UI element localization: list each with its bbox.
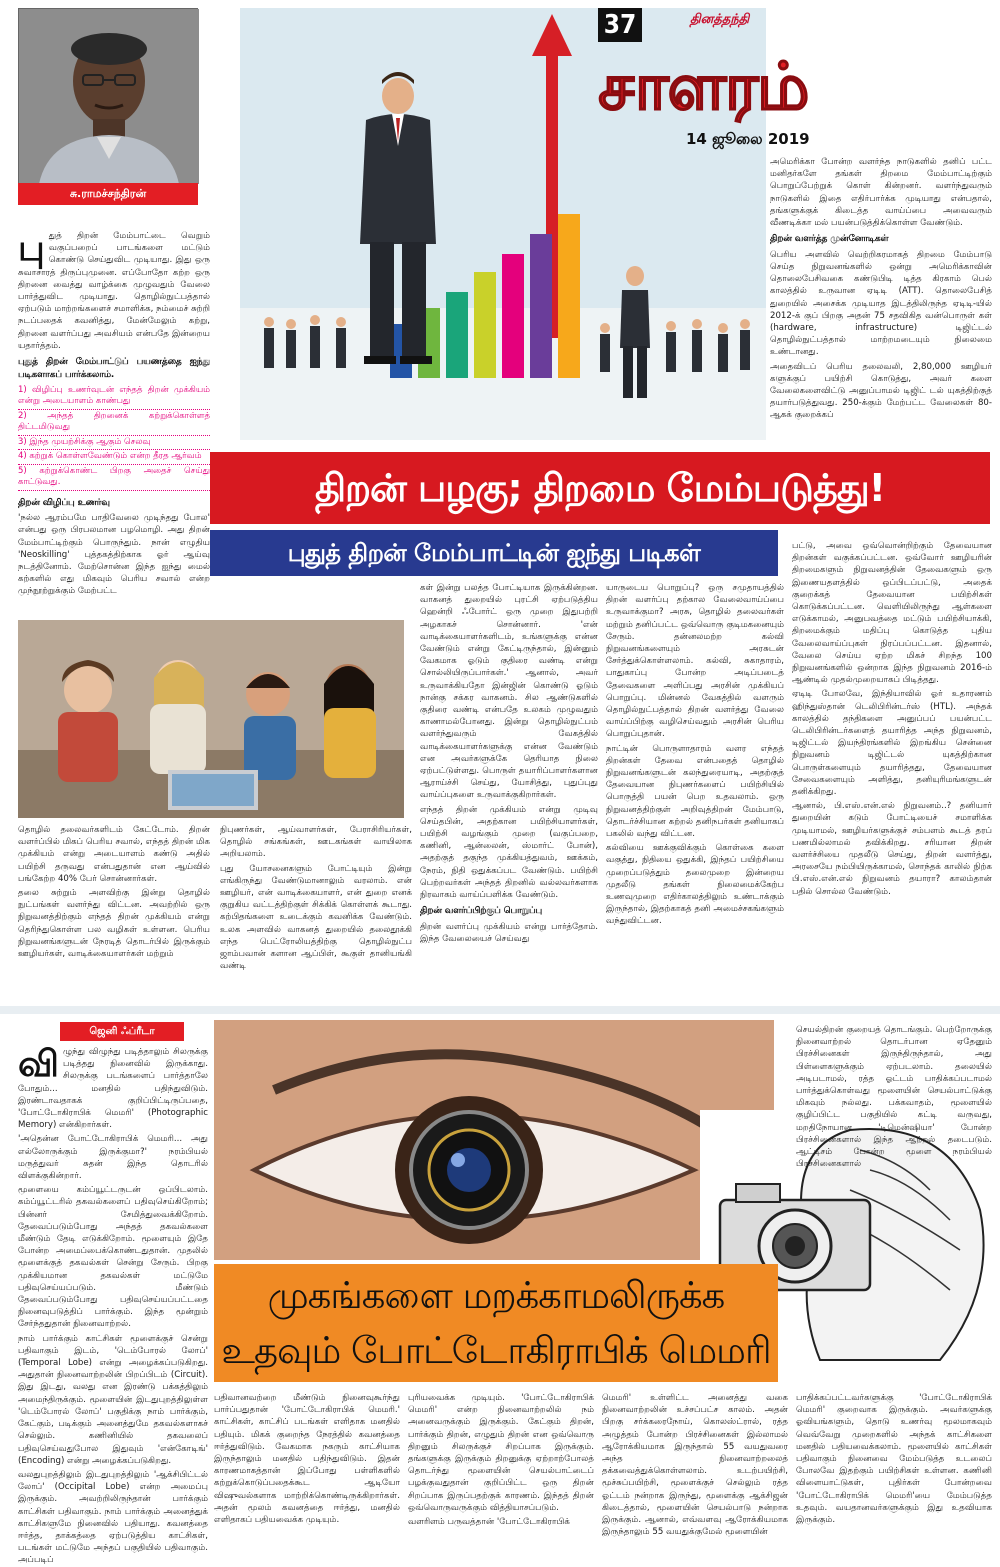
paragraph: பட்டு, அவை ஒவ்வொன்றிற்கும் தேவையான திறன்கள் வகுக்கப்பட்டன. ஒவ்வோர் ஊழியரின் திறமைகளும் நிறுவனத்தின் தேவைகளும் ஒரு இணையதளத்தில் ஒப்பிடப்பட்டு, அதைக் குறைக்கத் தேவையான பயிற்சிகள் கொடுக்கப்பட்டன. வெளியிலிருந்து ஆள்களை எடுக்காமல், அனுபவத்தை மட்டும் பயிற்சியாக்கி, திறமைக்கும் மதிப்பு கொடுத்த புதிய வேலைவாய்ப்புகள் நிரப்பப்பட்டன. இதனால், வேலை செய்ய ஏற்ற மிகச் சிறந்த 100 நிறுவனங்களில் ஒன்றாக இந்த நிறுவனம் 2016-ம் ஆண்டில் முதல்முறையாகப் பிடித்தது. — [792, 541, 992, 686]
paragraph: வளரிளம் பருவத்தான் 'போட்டோகிராபிக் — [408, 1517, 570, 1528]
paragraph: பதிவானவற்றை மீண்டும் நினைவுகூர்ந்து பார்ப்பதுதான் 'போட்டோகிராபிக் மெமரி.' காட்சிகள், காட்சிப் படங்கள் எளிதாக மனதில் பதியும். மிகக் குறைந்த நேரத்தில் கவனத்தை ஈர்த்துவிடும். வேகமாக நகரும் காட்சியாக இருந்தாலும் மனதில் பதிந்துவிடும். இதன் காரணமாகத்தான் இப்போது பள்ளிகளில் கற்றுக்கொடுப்பதைக்கூட ஆடியோ விஷுவல்களாக மாற்றிக்கொண்டிருக்கிறார்கள். அதன் மூலம் கவனத்தை ஈர்த்து, மனதில் எளிதாகப் பதியவைக்க முடியும். — [214, 1393, 400, 1526]
paragraph: நாட்டின் பொருளாதாரம் வளர எந்தத் திறன்கள் தேவை என்பதைத் தொழில் நிறுவனங்களுடன் கலந்துரையாடி, அதற்குத் தேவையான நிபுணர்களைப் பயிற்சியில் பொருத்தி பயன் பெற உதவலாம். ஒரு நிறுவனத்திற்குள் அறிவுத்திறன் மேம்பாடு, தொடர்ச்சியான கற்றல் தனிநபர்கள் தனியாகப் பகலில் வந்து விட்டன. — [606, 743, 784, 840]
article-column-left-bottom — [18, 824, 210, 994]
author-name-badge: சு.ராமச்சந்திரன் — [18, 183, 198, 205]
paragraph: அதைவிடப் பெரிய தலைவலி, 2,80,000 ஊழியர் களுக்குப் பயிற்சி கொடுத்து, அவர் களை வேலைகளைவிட்டு அனுப்பாமல் டிஜிட் டல் யுகத்திற்குத் தயார்படுத்துவது. 250-க்கும் மேற்பட்ட வேலைகள் 80-ஆகக் குறைக்கப் — [770, 361, 992, 421]
paragraph: எந்தத் திறன் முக்கியம் என்று முடிவு செய்தபின், அதற்கான பயிற்சியாளர்கள், பயிற்சி வழங்கும் முறை (வகுப்பறை, கணினி, ஆன்லைன், ஸ்மார்ட் போன்), அதற்குத் தகுந்த முக்கியத்துவம், ஊக்கம், நேரம், நிதி ஒதுக்கப்பட வேண்டும். பயிற்சி பெற்றவர்கள் அந்தத் திறனில் வல்லவர்களாக நிரவாகம் வாய்ப்பளிக்க வேண்டும். — [420, 804, 598, 901]
main-headline: திறன் பழகு; திறமை மேம்படுத்து! — [210, 452, 990, 524]
students-laptop-illustration — [18, 620, 404, 818]
article2-column-4 — [796, 1392, 992, 1538]
paragraph: செயல்திறன் குறையத் தொடங்கும். பெற்றோருக்கு நினைவாற்றல் தொடர்பான ஏதேனும் பிரச்சினைகள் இருந்திருந்தால், அது பிள்ளைகளுக்கும் ஏற்படலாம். தலையில் அடிபடாமல், ரத்த ஓட்டம் பாதிக்கப்படாமல் பார்த்துக்கொள்வது மூளையின் செயல்பாட்டுக்கு மிகவும் நல்லது. பக்கவாதம், மூளையில் குழிப்பிட்ட பகுதியில் கட்டி வருவது, மறதிநோயான 'டிமென்ஷியா' போன்ற பிரச்சினைகளால் இந்த ஆற்றல் தடைபடும். ஆட்டிசம் போன்ற மூளை நரம்பியல் பிரச்சினைகளால் — [796, 1025, 992, 1170]
article-column-b — [606, 582, 784, 994]
paragraph: திறன் வளர்ப்பு முக்கியம் என்று பார்த்தோம். இந்த வேலையைச் செய்வது — [420, 921, 598, 944]
author-photo — [18, 8, 198, 183]
students-photo — [18, 620, 404, 818]
steps-list — [18, 384, 210, 491]
paragraph: மெமரி' உள்ளிட்ட அனைத்து வகை நினைவாற்றலின் உச்சப்பட்ச காலம். அதன் பிறகு சர்க்கரைநோய், கொலஸ்ட்ரால், ரத்த அழுத்தம் போன்ற பிரச்சினைகள் இல்லாமல் ஆரோக்கியமாக இருந்தால் 55 வயதுவரை அந்த நினைவாற்றலைத் தக்கவைத்துக்கொள்ளலாம். உடற்பயிற்சி, மூச்சுப்பயிற்சி, மூளைக்குச் செல்லும் ரத்த ஓட்டம் நன்றாக இருந்து, மூளைக்கு ஆக்சிஜன் கிடைத்தால், மூளையின் செயல்பாடு நன்றாக இருக்கும். ஆனால், எவ்வளவு ஆரோக்கியமாக இருந்தாலும் 55 வயதுக்குமேல் மூளையின் — [602, 1393, 788, 1538]
paragraph: பாதிக்கப்பட்டவர்களுக்கு 'போட்டோகிராபிக் மெமரி' குறைவாக இருக்கும். அவர்களுக்கு ஓவியங்களும், தொடு உணர்வு மூலமாகவும் வெவ்வேறு முறைகளில் அந்தக் காட்சிகளை மனதில் பதியவைக்கலாம். மூளையில் காட்சிகள் பதிவாகும் நினைவை மேம்படுத்த உடலைப் போலவே இதற்கும் பயிற்சிகள் உள்ளன. கணினி விளையாட்டுகள், புதிர்கள் போன்றவை 'போட்டோகிராபிக் மெமரி'யை மேம்படுத்த உதவும். வயதானவர்களுக்கும் இது உதவியாக இருக்கும். — [796, 1393, 992, 1526]
paragraph: தொழில் தலைவர்களிடம் கேட்டோம். திறன் வளர்ப்பில் மிகப் பெரிய சவால், எந்தத் திறன் மிக முக்கியம் என்று அடையாளம் கண்டு அதில் பயிற்சி தருவது என்பதுதான் என ஆய்வில் பங்கேற்ற 40% பேர் சொன்னார்கள். — [18, 825, 210, 884]
paragraph: புரியவைக்க முடியும். 'போட்டோகிராபிக் மெமரி' என்ற நினைவாற்றலில் நம் அனைவருக்கும் இருக்கும். கேட்கும் திறன், பார்க்கும் திறன், எழுதும் திறன் என ஒவ்வொரு திறனும் சிலருக்குச் சிறப்பாக இருக்கும். தங்களுக்கு இருக்கும் திறனுக்கு ஏற்றாற்போலத் தொடர்ந்து மூளையின் செயல்பாட்டைப் பழக்குவதுதான் குறிப்பிட்ட ஒரு திறன் சிறப்பாக இருப்பதற்குக் காரணம். இந்தத் திறன் ஒவ்வொருவருக்கும் வித்தியாசப்படும். — [408, 1393, 594, 1513]
paragraph: ஆனால், பி.எஸ்.என்.எல் நிறுவனம்..? தனியார் துறையின் கடும் போட்டியைச் சமாளிக்க முடியாமல், ஊழியர்களுக்குச் சம்பளம் கூடத் தரப் பணமில்லாமல் தவிக்கிறது. சரியான திறன் வளர்ச்சியை முதலீடு செய்து, திறன் வளர்த்து, அரசையே நம்பியிருக்காமல், சொந்தக் காலில் நிற்க பி.எஸ்.என்.எல் நிறுவனம் தயாரா? காலம்தான் பதில் சொல்ல வேண்டும். — [792, 801, 992, 897]
article-divider — [0, 1006, 1000, 1014]
article-column-c — [792, 540, 992, 994]
paragraph: 'அதென்ன போட்டோகிராபிக் மெமரி... அது எல்லோருக்கும் இருக்குமா?' நரம்பியல் மருத்துவர் சுதன் இந்த தொடரில் விளக்குகின்றார். — [18, 1134, 208, 1182]
paragraph: ஏடிடி போலவே, இந்தியாவில் ஓர் உதாரணம் ஹிந்துஸ்தான் டெலிபிரின்டர்ஸ் (HTL). அந்தக் காலத்தில் தந்திகளை அனுப்பப் பயன்பட்ட டெலிபிரின்டர்களைத் தயாரித்த அந்த நிறுவனம், டிஜிட்டல் இயந்திரங்களில் இறங்கிய சென்னை நிறுவனம் டிஜிட்டல் யுகத்திற்கான பொருள்களையும் தயாரித்தது, தேவையான சேவைகளையும் அளித்து, தனியுரிமங்களுடன் தனிக்கிறது. — [792, 689, 992, 798]
article2-column-right-top — [796, 1024, 992, 1170]
article2-column-2 — [408, 1392, 594, 1538]
paragraph: 'நல்ல ஆரம்பமே பாதிவேலை முடிந்தது போல' என்பது ஒரு பிரபலமான பழமொழி. அது திறன் மேம்பாட்டிற்கும் பொருந்தும். நான் எழுதிய 'Neoskilling' புத்தகத்திற்காக ஓர் ஆய்வு நடத்தினோம். மேற்சொன்ன இந்த ஐந்து மைல் கற்களில் எது மிகவும் பெரிய சவால் என்ற முந்நூற்றுக்கும் மேற்பட்ட — [18, 513, 210, 597]
page-number: 37 — [598, 8, 642, 42]
author-portrait-illustration — [19, 9, 199, 184]
article-column-right-top — [770, 156, 992, 450]
step-item: 4) கற்றுக் கொள்ளவேண்டும் என்ற தீரத ஆர்வம் — [18, 450, 210, 464]
paragraph: நிபுணர்கள், ஆய்வாளர்கள், பேராசிரியர்கள், தொழில் சங்கங்கள், ஊடகங்கள் வாயிலாக அறியலாம். — [220, 825, 412, 860]
eye-lens-photo — [214, 1020, 774, 1260]
step-item: 2) அந்தத் திறனைக் கற்றுக்கொள்ளத் திட்டமிடுவது — [18, 410, 210, 436]
drop-cap: வி — [18, 1044, 59, 1085]
paragraph: தலை சுற்றும் அளவிற்கு இன்று தொழில் நுட்பங்கள் வளர்ந்து விட்டன. அவற்றில் ஒரு நிறுவனத்திற்கும் எந்தத் திறன் முக்கியம் என்று தெரிந்துகொள்ள பல வழிகள் உள்ளன. பெரிய நிறுவனங்களுடன் நேரடித் தொடர்பில் இருக்கும் ஊழியர்கள், வாடிக்கையாளர்கள் மற்றும் — [18, 888, 210, 960]
section-heading: திறன் விழிப்பு உணர்வு — [18, 497, 110, 508]
sub-headline: புதுத் திறன் மேம்பாட்டின் ஐந்து படிகள் — [210, 530, 778, 576]
newspaper-brand: தினத்தந்தி — [690, 12, 750, 27]
section-title: சாளரம் — [598, 48, 808, 125]
step-item: 3) இந்த முயற்சிக்கு ஆகும் செலவு — [18, 436, 210, 450]
article2-column-3 — [602, 1392, 788, 1538]
section-heading: திறன் வளர்ப்பிற்குப் பொறுப்பு — [420, 906, 543, 917]
article2-headline: முகங்களை மறக்காமலிருக்க உதவும் போட்டோகிராபிக் மெமரி — [214, 1264, 778, 1382]
paragraph: யாருடைய பொறுப்பு? ஒரு சமுதாயத்தில் திறன் வளர்ப்பு தற்கால வேலைவாய்ப்பை உருவாக்குமா? அரசு, தொழில் தலைவர்கள் மற்றும் தனிப்பட்ட ஒவ்வொரு குடிமகனையும் சேரும். தன்னலமற்ற கல்வி நிறுவனங்களையும் அரசுடன் சேர்த்துக்கொள்ளலாம். கல்வி, சுகாதாரம், பாதுகாப்பு போன்ற அடிப்படைத் தேவைகளை அளிப்பது அரசின் முக்கியப் பொறுப்பு. மின்னல் வேகத்தில் வளரும் தொழில்நுட்பத்தால் திறன் வளர்த்து வேலை வாய்ப்பிற்கு வழிசெய்வதும் அரசின் பெரிய பொறுப்புதான். — [606, 583, 784, 740]
paragraph: வலதுபுறத்திலும் இடதுபுறத்திலும் 'ஆக்சிபிட்டல் லோப்' (Occipital Lobe) என்ற அமைப்பு இருக்கும். அவற்றிலிருந்தான் பார்க்கும் காட்சிகள் பதிவாகும். நாம் பார்க்கும் அனைத்துக் காட்சிகளுமே நினைவில் பதியாது. கவனத்தை ஈர்த்த, தாக்கத்தை ஏற்படுத்திய காட்சிகள், படங்கள் மட்டுமே அந்தப் பகுதியில் பதிவாகும். அப்படிப் — [18, 1469, 208, 1566]
camera-eye-illustration — [214, 1020, 774, 1260]
section-heading: திறன் வளர்த்த முன்னோடிகள் — [770, 234, 889, 245]
article2-column-left — [18, 1044, 208, 1566]
paragraph: கல்வியை ஊக்குவிக்கும் கொள்கை களை வகுத்து, நிதியை ஒதுக்கி, இந்தப் பயிற்சியை முறைப்படுத்தும் தலைமுறை இன்றைய முதலீடு தங்கள் நிலைமைக்கேற்ப உணவுமுறை எதிர்காலத்திலும் உண்டாக்கும் இருந்தால், இதற்காகத் தனி அமைச்சகங்களும் வந்துவிட்டன. — [606, 843, 784, 927]
section-heading: புதுத் திறன் மேம்பாட்டுப் பயணத்தை ஐந்து படிகளாகப் பார்க்கலாம். — [18, 357, 210, 380]
paragraph: நாம் பார்க்கும் காட்சிகள் மூளைக்குச் சென்று பதிவாகும் இடம், 'டெம்போரல் லோப்' (Temporal Lobe) என்று அழைக்கப்படுகிறது. அதுதான் நினைவாற்றலின் பிறப்பிடம் (Circuit). இது இடது, வலது என இரண்டு பக்கத்திலும் அமைந்திருக்கும். மூளையின் இடதுபுறத்திலுள்ள 'டெம்போரல் லோப்' பகுதிக்கு நாம் பார்க்கும், கேட்கும், படிக்கும் அனைத்துமே தகவல்களாகச் செல்லும். கணினியில் தகவலைப் பதிவுசெய்வதுபோல இதுவும் 'என்கோடிங்' (Encoding) என்று அழைக்கப்படுகிறது. — [18, 1333, 208, 1466]
paragraph: புது யோசனைகளும் போட்டியும் இன்று எங்கிருந்து வேண்டுமானாலும் வரலாம். என் ஊழியர், என் வாடிக்கையாளர், என் துறை எனக் குறுகிய வட்டத்திற்குள் சிக்கிக் கொள்ளக் கூடாது. கற்பிதங்களை உடைக்கும் கவனிக்க வேண்டும். உலக அளவில் வாகனத் துறையில் தலைதூக்கி எந்த பெட்ரோலியத்திற்கு தொழில்நுட்ப ஜாம்பவான் களான ஆப்பிள், கூகுள் தானியங்கி வண்டி — [220, 863, 412, 972]
article-column-mid-bottom — [220, 824, 412, 994]
paragraph: கள் இன்று பலத்த போட்டியாக இருக்கின்றன. வாகனத் துறையில் புரட்சி ஏற்படுத்திய ஹென்றி ஃபோர்ட் ஒரு முறை இதுபற்றி அழகாகச் சொன்னார். 'என் வாடிக்கையாளர்களிடம், உங்களுக்கு என்ன வேண்டும் என்று கேட்டிருந்தால், இன்னும் வேகமாக ஓடும் குதிரை வண்டி என்று சொல்லியிருப்பார்கள்.' ஆனால், அவர் உருவாக்கியதோ இன்ஜின் கொண்டு ஓடும் நான்கு சக்கர வாகனம். சில ஆண்டுகளில் குதிரை வண்டி என்பதே உலகம் முழுவதும் காணாமல்போனது. இன்று தொழில்நுட்பம் வளர்ந்துவரும் வேகத்தில் வாடிக்கையாளர்களுக்கு என்ன வேண்டும் என அவர்களுக்கே தெரியாத நிலை ஏற்பட்டுள்ளது. பொருள் தயாரிப்பாளர்களான ஆராய்ச்சி செய்து, யோசித்து, புதுப்புது வாய்ப்புகளை உருவாக்குகிறார்கள். — [420, 583, 598, 801]
author-byline: ஜெனி ஃப்ரீடா — [60, 1022, 184, 1041]
paragraph: அமெரிக்கா போன்ற வளர்ந்த நாடுகளில் தனிப் பட்ட மனிதர்களே தங்கள் திறமை மேம்பாட்டிற்கும் பொறுப்பேற்றுக் கொள் கின்றனர். வளர்ந்துவரும் நாடுகளில் இதை எதிர்பார்க்க முடியாது என்பதால், தங்களுக்குக் கிடைத்த வாய்ப்பை அவைவரும் வீணடிக்கா மல் பயன்படுத்திக்கொள்ள வேண்டும். — [770, 157, 992, 229]
article-column-a — [420, 582, 598, 994]
paragraph: மூளையை கம்ப்யூட்டருடன் ஒப்பிடலாம். கம்ப்யூட்டரில் தகவல்களைப் பதிவுசெய்கிறோம்; பின்னர் சேமித்துவைக்கிறோம். தேவைப்படும்போது அந்தத் தகவல்களை மீண்டும் தேடி எடுக்கிறோம். மூளையும் இதே போன்ற அமைப்பைக்கொண்டதுதான். முதலில் மூளைக்குத் தகவல்கள் சென்று சேரும். பிறகு முக்கியமான தகவல்கள் மட்டுமே பதிவுசெய்யப்படும். மீண்டும் தேவைப்படும்போது பதிவுசெய்யப்பட்டதை நினைவுபடுத்திப் பார்க்கும். இந்த மூன்றும் சேர்ந்ததுதான் நினைவாற்றல். — [18, 1185, 208, 1330]
article-column-left-intro — [18, 230, 210, 610]
step-item: 1) விழிப்பு உணர்வுடன் எந்தத் திறன் முக்கியம் என்று அடையாளம் காண்பது — [18, 384, 210, 410]
paragraph: பெரிய அளவில் வெற்றிகரமாகத் திறமை மேம்பாடு செய்த நிறுவனங்களில் ஒன்று அமெரிக்காவின் தொலைபேசிவகை கண்டுபிடி டித்த கிரகாம் பெல் காலத்தில் உருவான ஏடிடி (ATT). தொலைபேசித் துறையில் அசைக்க முடியாத இடத்திலிருந்த ஏடிடி-யில் 2012-க் குப் பிறகு அதன் 75 சதவிகித வன்பொருள் கள் (hardware, infrastructure) டிஜிட்டல் தொழில்நுட்பத்தால் மாற்றமடையும் நிலைமை உண்டானது. — [770, 249, 992, 358]
masthead — [598, 42, 998, 132]
article2-column-1 — [214, 1392, 400, 1538]
step-item: 5) கற்றுக்கொண்ட பிறகு அதைச் செய்து காட்டுவது. — [18, 465, 210, 491]
paragraph: ழுந்து விழுந்து படித்தாலும் சிலருக்கு படித்தது நினைவில் இருக்காது. சிலருக்கு படங்களைப் பார்த்தாலே போதும்... மனதில் பதிந்துவிடும். இரண்டாவதாகக் குறிப்பிட்டிருப்பதை, 'போட்டோகிராபிக் மெமரி' (Photographic Memory) என்கிறார்கள். — [18, 1047, 208, 1131]
drop-cap: பு — [18, 228, 45, 269]
paragraph: துத் திறன் மேம்பாட்டை வெறும் வகுப்பறைப் பாடங்களை மட்டும் கொண்டு செய்துவிட முடியாது. இது ஒரு சுவாசாரத் திருப்புமுனை. எப்போதோ கற்ற ஒரு திறனை வைத்து வாழ்க்கை முழுவதும் வேலை பார்த்துவிட முடியாது. தொழில்நுட்பத்தால் ஏற்படும் மாற்றங்களைச் சமாளிக்க, நம்மைச் சுற்றி நடப்பதைக் கவனித்து, மேன்மேலும் கற்று, திறனை வளர்ப்பது அவசியம் என்பதே இன்றைய யதார்த்தம். — [18, 231, 210, 351]
issue-date: 14 ஜூலை 2019 — [686, 130, 810, 148]
